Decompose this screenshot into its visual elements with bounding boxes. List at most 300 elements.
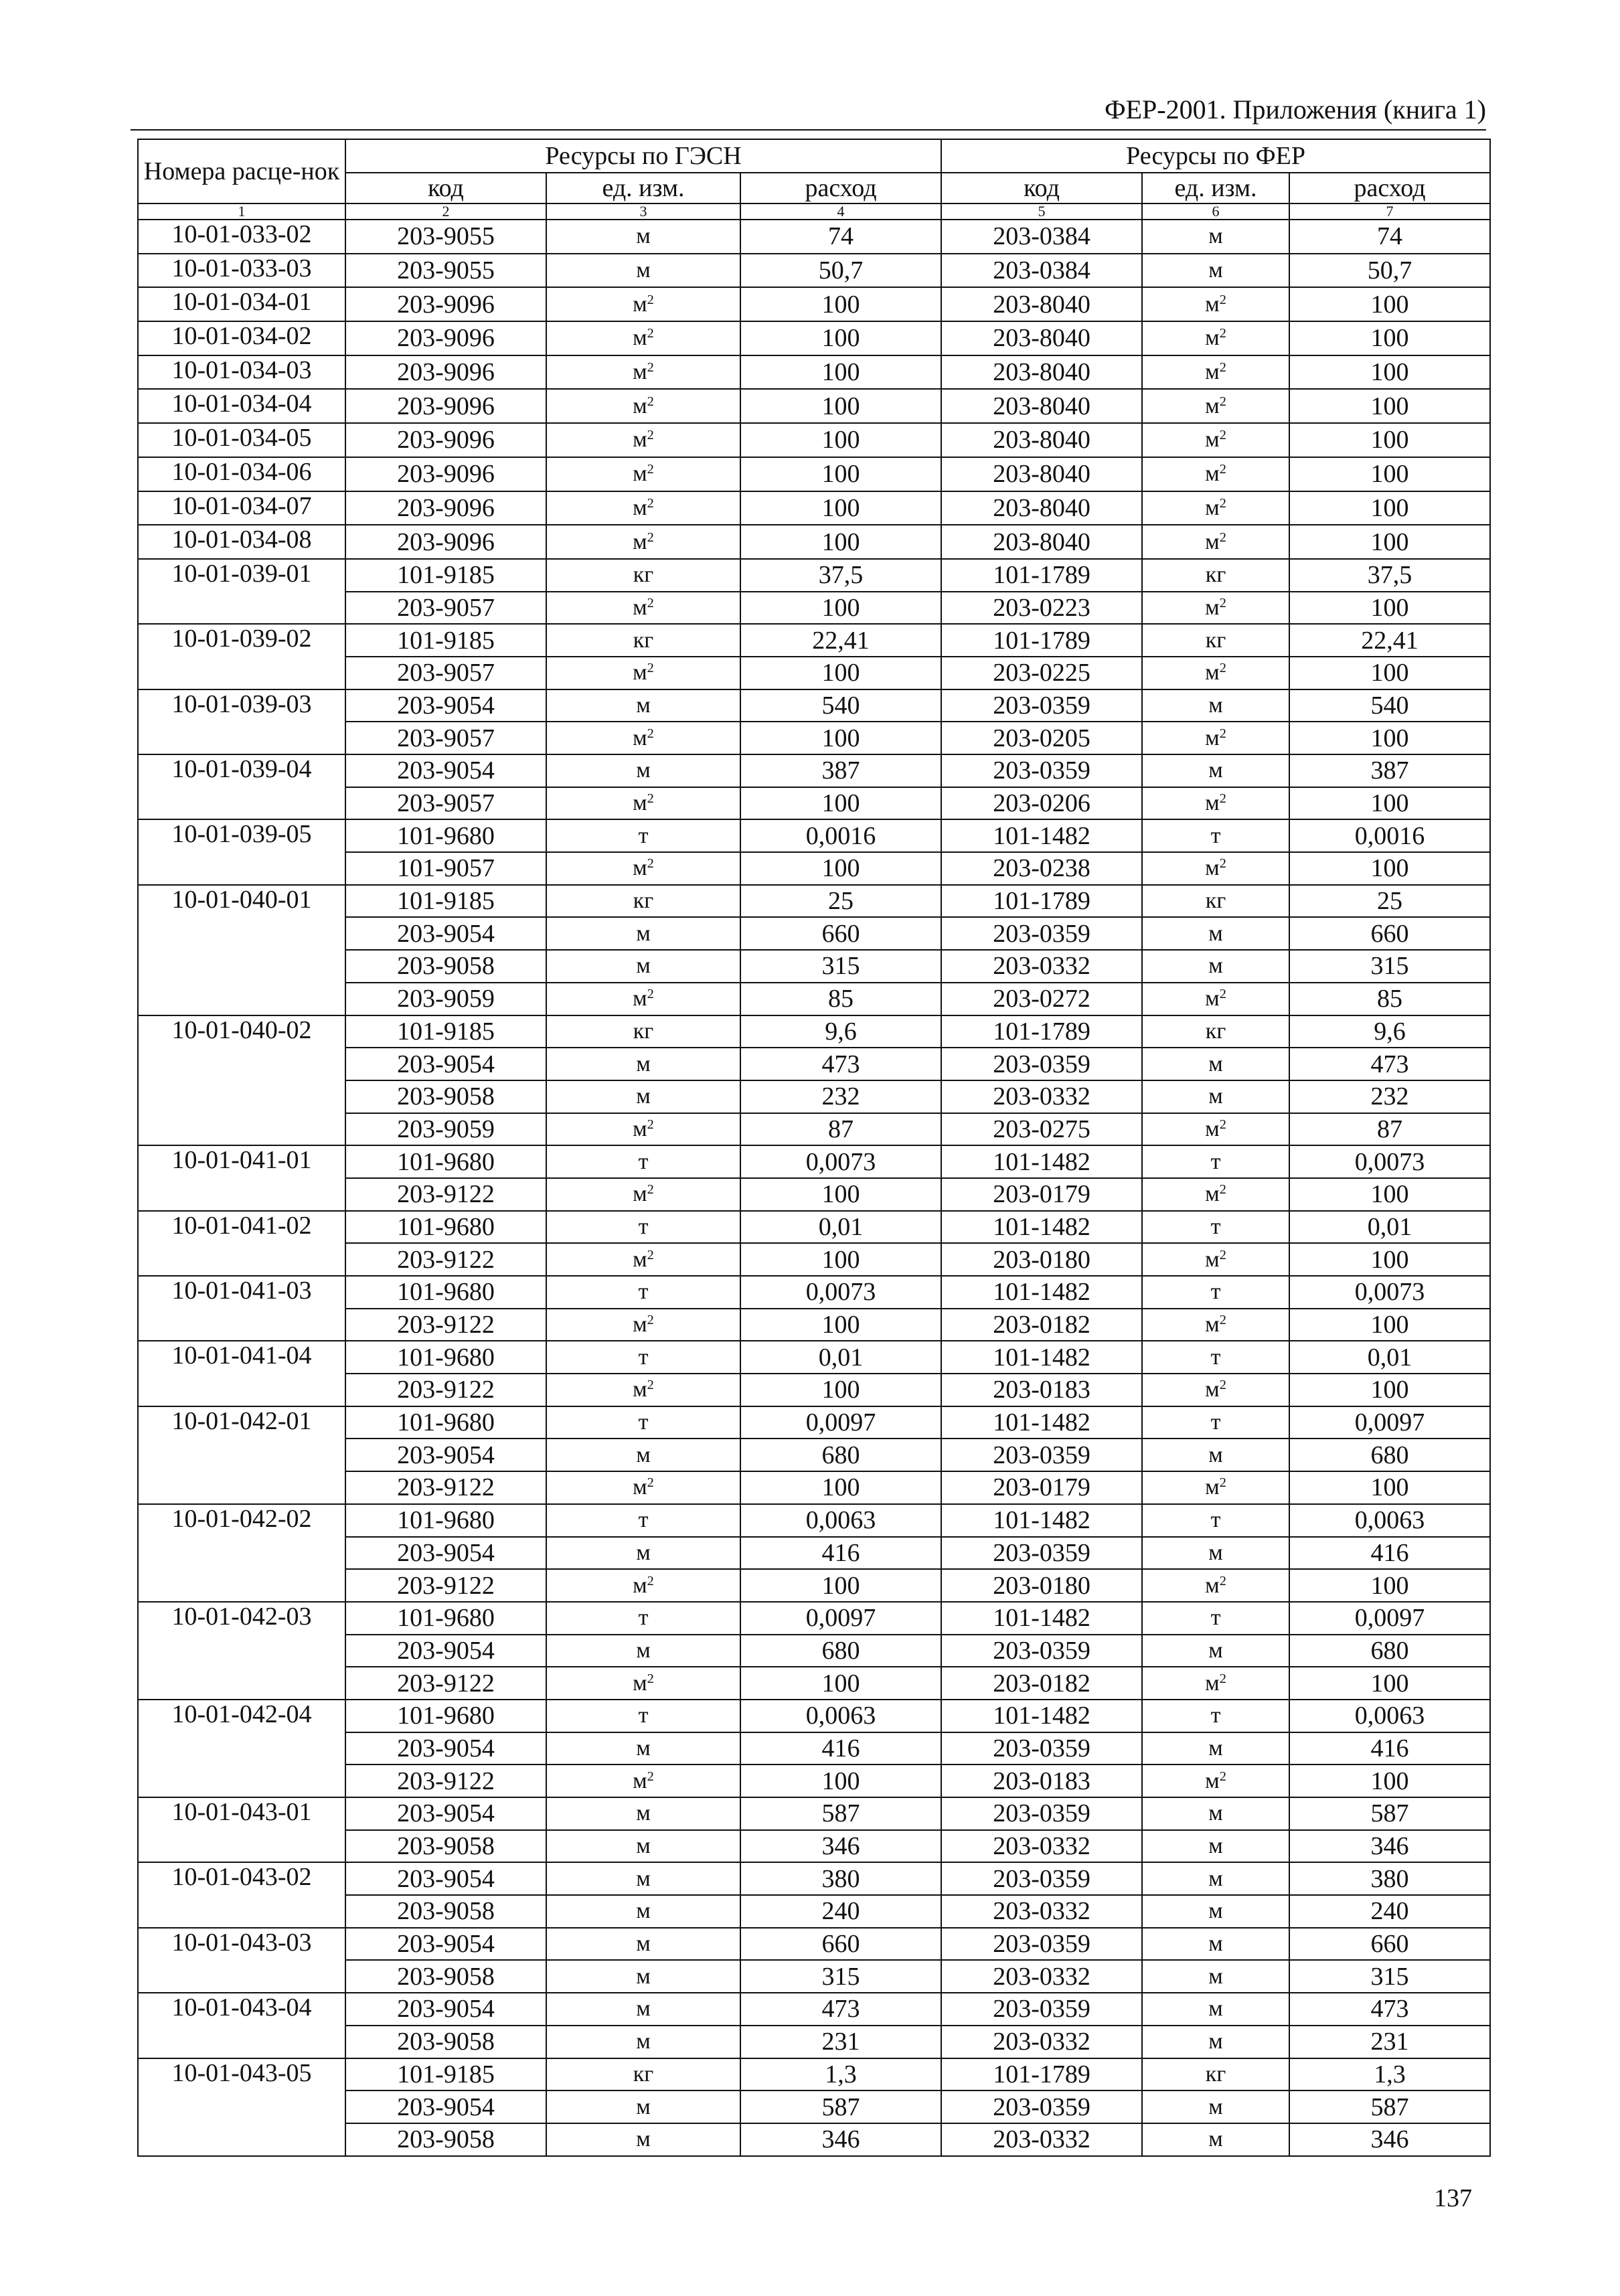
fer-unit-cell: кг [1142,624,1289,657]
gesn-unit-cell: $м^2$ [546,1667,740,1700]
fer-code-cell: 203-8040 [941,491,1142,525]
gesn-unit-cell: $м^2$ [546,1178,740,1211]
gesn-code-cell: 203-9059 [345,983,546,1015]
gesn-unit-cell: $м^2$ [546,355,740,390]
fer-code-cell: 203-0238 [941,852,1142,885]
gesn-unit-cell: $м^2$ [546,983,740,1015]
gesn-unit-cell: м [546,1895,740,1928]
gesn-unit-cell: кг [546,1015,740,1048]
gesn-unit-cell: $м^2$ [546,525,740,559]
column-number: 2 [345,203,546,220]
rate-code-cell: 10-01-034-02 [138,321,345,355]
fer-unit-cell: $м^2$ [1142,525,1289,559]
table-row [138,1993,1490,2026]
fer-code-cell: 203-0359 [941,1928,1142,1961]
gesn-unit-cell: т [546,1211,740,1244]
gesn-unit-cell: м [546,220,740,254]
fer-amount-cell: 587 [1289,2090,1490,2123]
gesn-unit-cell: $м^2$ [546,787,740,820]
table-row [138,1602,1490,1635]
fer-unit-cell: м [1142,754,1289,787]
rate-code-cell: 10-01-043-03 [138,1928,345,1993]
sub-header-gesn-amount: расход [740,173,941,203]
fer-code-cell: 203-0359 [941,2090,1142,2123]
gesn-unit-cell: м [546,2123,740,2156]
gesn-amount-cell: 100 [740,722,941,754]
gesn-amount-cell: 0,0016 [740,819,941,852]
fer-amount-cell: 50,7 [1289,254,1490,288]
gesn-unit-cell: м [546,1537,740,1570]
gesn-code-cell: 203-9054 [345,689,546,722]
fer-unit-cell: $м^2$ [1142,287,1289,321]
resource-table [137,139,1491,2157]
gesn-code-cell: 203-9096 [345,389,546,423]
gesn-amount-cell: 100 [740,389,941,423]
table-row [138,423,1490,457]
rate-code-cell: 10-01-043-05 [138,2058,345,2156]
gesn-code-cell: 203-9096 [345,423,546,457]
rate-code-cell: 10-01-043-01 [138,1797,345,1862]
fer-code-cell: 101-1789 [941,2058,1142,2091]
gesn-amount-cell: 416 [740,1537,941,1570]
fer-amount-cell: 473 [1289,1993,1490,2026]
fer-amount-cell: 100 [1289,389,1490,423]
fer-code-cell: 101-1482 [941,1276,1142,1309]
gesn-unit-cell: $м^2$ [546,1113,740,1146]
fer-unit-cell: м [1142,1048,1289,1080]
table-row [138,1700,1490,1732]
gesn-code-cell: 101-9185 [345,1015,546,1048]
gesn-code-cell: 203-9057 [345,592,546,625]
gesn-unit-cell: т [546,1276,740,1309]
gesn-code-cell: 203-9054 [345,1797,546,1830]
fer-code-cell: 203-8040 [941,287,1142,321]
gesn-code-cell: 203-9058 [345,1895,546,1928]
fer-amount-cell: 100 [1289,722,1490,754]
fer-unit-cell: кг [1142,1015,1289,1048]
fer-code-cell: 101-1482 [941,1700,1142,1732]
rate-code-cell: 10-01-039-04 [138,754,345,819]
fer-unit-cell: т [1142,1504,1289,1537]
fer-code-cell: 203-0359 [941,1862,1142,1895]
fer-amount-cell: 231 [1289,2026,1490,2058]
gesn-unit-cell: м [546,1830,740,1863]
column-number: 5 [941,203,1142,220]
gesn-amount-cell: 50,7 [740,254,941,288]
gesn-unit-cell: т [546,1341,740,1374]
table-row [138,389,1490,423]
fer-code-cell: 203-0179 [941,1471,1142,1504]
table-row [138,624,1490,657]
fer-code-cell: 203-0384 [941,254,1142,288]
gesn-amount-cell: 100 [740,657,941,689]
fer-unit-cell: $м^2$ [1142,491,1289,525]
fer-amount-cell: 100 [1289,1243,1490,1276]
fer-unit-cell: $м^2$ [1142,355,1289,390]
fer-amount-cell: 100 [1289,423,1490,457]
gesn-unit-cell: т [546,1602,740,1635]
fer-code-cell: 203-8040 [941,321,1142,355]
rate-code-cell: 10-01-039-05 [138,819,345,884]
gesn-unit-cell: м [546,1928,740,1961]
rate-code-cell: 10-01-041-04 [138,1341,345,1406]
gesn-unit-cell: м [546,689,740,722]
running-title: ФЕР-2001. Приложения (книга 1) [1105,94,1486,125]
fer-code-cell: 203-0272 [941,983,1142,1015]
gesn-code-cell: 101-9680 [345,819,546,852]
fer-code-cell: 101-1789 [941,885,1142,918]
fer-amount-cell: 100 [1289,1374,1490,1406]
gesn-amount-cell: 100 [740,491,941,525]
gesn-code-cell: 203-9054 [345,2090,546,2123]
gesn-code-cell: 203-9122 [345,1569,546,1602]
fer-unit-cell: $м^2$ [1142,389,1289,423]
fer-code-cell: 203-0332 [941,950,1142,983]
gesn-amount-cell: 100 [740,457,941,491]
gesn-amount-cell: 25 [740,885,941,918]
rate-code-cell: 10-01-034-04 [138,389,345,423]
gesn-code-cell: 203-9122 [345,1178,546,1211]
fer-code-cell: 203-0180 [941,1569,1142,1602]
gesn-code-cell: 203-9058 [345,1960,546,1993]
gesn-code-cell: 203-9058 [345,1830,546,1863]
table-row [138,1341,1490,1374]
gesn-amount-cell: 231 [740,2026,941,2058]
gesn-code-cell: 203-9057 [345,657,546,689]
fer-unit-cell: $м^2$ [1142,983,1289,1015]
fer-amount-cell: 100 [1289,1178,1490,1211]
gesn-code-cell: 203-9054 [345,1732,546,1765]
gesn-unit-cell: м [546,1732,740,1765]
gesn-unit-cell: кг [546,559,740,592]
table-row [138,754,1490,787]
fer-code-cell: 203-0225 [941,657,1142,689]
page-number: 137 [1434,2184,1472,2212]
fer-unit-cell: $м^2$ [1142,1309,1289,1341]
header-rule [131,129,1486,131]
fer-amount-cell: 380 [1289,1862,1490,1895]
gesn-amount-cell: 387 [740,754,941,787]
rate-code-cell: 10-01-034-01 [138,287,345,321]
fer-code-cell: 203-0205 [941,722,1142,754]
fer-unit-cell: $м^2$ [1142,852,1289,885]
gesn-code-cell: 203-9054 [345,754,546,787]
gesn-unit-cell: $м^2$ [546,657,740,689]
fer-unit-cell: т [1142,1700,1289,1732]
fer-amount-cell: 680 [1289,1439,1490,1471]
fer-code-cell: 203-0275 [941,1113,1142,1146]
fer-unit-cell: т [1142,1145,1289,1178]
gesn-code-cell: 101-9680 [345,1145,546,1178]
gesn-code-cell: 203-9122 [345,1471,546,1504]
fer-amount-cell: 680 [1289,1635,1490,1667]
gesn-code-cell: 101-9185 [345,559,546,592]
gesn-code-cell: 203-9096 [345,525,546,559]
gesn-code-cell: 203-9054 [345,1537,546,1570]
fer-amount-cell: 0,0073 [1289,1276,1490,1309]
gesn-unit-cell: кг [546,624,740,657]
table-row [138,1211,1490,1244]
column-number: 4 [740,203,941,220]
rate-code-cell: 10-01-042-03 [138,1602,345,1700]
table-row [138,689,1490,722]
gesn-code-cell: 203-9055 [345,220,546,254]
gesn-code-cell: 101-9185 [345,624,546,657]
table-row [138,1862,1490,1895]
gesn-amount-cell: 240 [740,1895,941,1928]
gesn-code-cell: 203-9122 [345,1765,546,1797]
gesn-amount-cell: 587 [740,1797,941,1830]
table-row [138,1928,1490,1961]
fer-unit-cell: $м^2$ [1142,321,1289,355]
sub-header-fer-unit: ед. изм. [1142,173,1289,203]
gesn-code-cell: 203-9054 [345,1635,546,1667]
gesn-amount-cell: 100 [740,355,941,390]
rate-code-cell: 10-01-034-03 [138,355,345,390]
gesn-code-cell: 101-9680 [345,1700,546,1732]
gesn-amount-cell: 100 [740,423,941,457]
fer-amount-cell: 100 [1289,852,1490,885]
fer-amount-cell: 473 [1289,1048,1490,1080]
gesn-amount-cell: 100 [740,1309,941,1341]
gesn-unit-cell: $м^2$ [546,1765,740,1797]
gesn-amount-cell: 100 [740,1374,941,1406]
rate-code-cell: 10-01-034-06 [138,457,345,491]
rate-code-cell: 10-01-033-03 [138,254,345,288]
table-row [138,1406,1490,1439]
fer-unit-cell: $м^2$ [1142,1569,1289,1602]
fer-unit-cell: м [1142,950,1289,983]
gesn-code-cell: 203-9054 [345,1048,546,1080]
fer-code-cell: 101-1789 [941,1015,1142,1048]
fer-unit-cell: м [1142,917,1289,950]
fer-amount-cell: 232 [1289,1080,1490,1113]
table-row [138,1015,1490,1048]
fer-amount-cell: 100 [1289,457,1490,491]
fer-code-cell: 203-0359 [941,689,1142,722]
fer-amount-cell: 9,6 [1289,1015,1490,1048]
gesn-amount-cell: 0,0073 [740,1276,941,1309]
gesn-code-cell: 203-9054 [345,1993,546,2026]
gesn-unit-cell: м [546,1993,740,2026]
gesn-amount-cell: 85 [740,983,941,1015]
gesn-amount-cell: 587 [740,2090,941,2123]
rate-code-cell: 10-01-034-05 [138,423,345,457]
column-number: 1 [138,203,345,220]
fer-code-cell: 101-1482 [941,1504,1142,1537]
gesn-code-cell: 101-9680 [345,1211,546,1244]
rate-code-cell: 10-01-040-02 [138,1015,345,1146]
gesn-amount-cell: 0,01 [740,1211,941,1244]
gesn-amount-cell: 680 [740,1635,941,1667]
fer-code-cell: 203-8040 [941,389,1142,423]
fer-amount-cell: 387 [1289,754,1490,787]
rate-code-cell: 10-01-041-01 [138,1145,345,1210]
fer-code-cell: 203-0359 [941,1048,1142,1080]
table-row [138,287,1490,321]
fer-unit-cell: кг [1142,559,1289,592]
fer-amount-cell: 0,0063 [1289,1700,1490,1732]
fer-unit-cell: $м^2$ [1142,1178,1289,1211]
fer-unit-cell: м [1142,1080,1289,1113]
fer-amount-cell: 315 [1289,1960,1490,1993]
table-row [138,457,1490,491]
table-row [138,1797,1490,1830]
fer-unit-cell: $м^2$ [1142,722,1289,754]
fer-code-cell: 203-0332 [941,1960,1142,1993]
fer-amount-cell: 1,3 [1289,2058,1490,2091]
fer-amount-cell: 240 [1289,1895,1490,1928]
gesn-code-cell: 203-9054 [345,1439,546,1471]
rate-code-cell: 10-01-041-02 [138,1211,345,1276]
sub-header-fer-code: код [941,173,1142,203]
fer-code-cell: 203-0182 [941,1667,1142,1700]
fer-amount-cell: 74 [1289,220,1490,254]
gesn-amount-cell: 680 [740,1439,941,1471]
gesn-unit-cell: м [546,1797,740,1830]
fer-code-cell: 203-0206 [941,787,1142,820]
fer-unit-cell: м [1142,1537,1289,1570]
gesn-amount-cell: 100 [740,592,941,625]
rate-code-cell: 10-01-043-02 [138,1862,345,1927]
fer-amount-cell: 100 [1289,592,1490,625]
gesn-unit-cell: $м^2$ [546,592,740,625]
gesn-code-cell: 101-9680 [345,1406,546,1439]
fer-code-cell: 203-0359 [941,1439,1142,1471]
sub-header-gesn-code: код [345,173,546,203]
fer-unit-cell: м [1142,1928,1289,1961]
table-row [138,2058,1490,2091]
gesn-code-cell: 203-9122 [345,1667,546,1700]
gesn-amount-cell: 74 [740,220,941,254]
fer-unit-cell: $м^2$ [1142,657,1289,689]
table-row [138,885,1490,918]
fer-unit-cell: м [1142,1960,1289,1993]
fer-code-cell: 101-1482 [941,1602,1142,1635]
header-row-top [138,139,1490,173]
gesn-code-cell: 203-9122 [345,1243,546,1276]
fer-amount-cell: 0,0063 [1289,1504,1490,1537]
gesn-unit-cell: $м^2$ [546,287,740,321]
rate-code-cell: 10-01-034-08 [138,525,345,559]
table-row [138,355,1490,390]
rate-code-cell: 10-01-041-03 [138,1276,345,1341]
fer-code-cell: 101-1482 [941,1406,1142,1439]
fer-code-cell: 203-0332 [941,1830,1142,1863]
gesn-amount-cell: 315 [740,1960,941,1993]
gesn-amount-cell: 416 [740,1732,941,1765]
gesn-amount-cell: 0,0097 [740,1406,941,1439]
fer-amount-cell: 22,41 [1289,624,1490,657]
gesn-code-cell: 203-9122 [345,1309,546,1341]
fer-amount-cell: 315 [1289,950,1490,983]
gesn-amount-cell: 1,3 [740,2058,941,2091]
fer-unit-cell: м [1142,254,1289,288]
gesn-code-cell: 101-9680 [345,1602,546,1635]
fer-code-cell: 203-0359 [941,1635,1142,1667]
gesn-amount-cell: 100 [740,287,941,321]
fer-code-cell: 203-0223 [941,592,1142,625]
rate-code-cell: 10-01-042-02 [138,1504,345,1602]
fer-unit-cell: м [1142,1439,1289,1471]
table-row [138,321,1490,355]
rate-code-cell: 10-01-039-01 [138,559,345,624]
column-number: 3 [546,203,740,220]
gesn-code-cell: 203-9055 [345,254,546,288]
gesn-unit-cell: м [546,2090,740,2123]
fer-code-cell: 203-0183 [941,1374,1142,1406]
fer-amount-cell: 100 [1289,287,1490,321]
gesn-unit-cell: $м^2$ [546,722,740,754]
fer-code-cell: 203-0359 [941,1537,1142,1570]
gesn-amount-cell: 100 [740,1243,941,1276]
gesn-amount-cell: 346 [740,1830,941,1863]
gesn-unit-cell: $м^2$ [546,1374,740,1406]
fer-code-cell: 203-0332 [941,2026,1142,2058]
table-row [138,220,1490,254]
column-number: 6 [1142,203,1289,220]
gesn-unit-cell: м [546,1439,740,1471]
gesn-unit-cell: $м^2$ [546,389,740,423]
fer-unit-cell: т [1142,1276,1289,1309]
gesn-code-cell: 203-9096 [345,287,546,321]
table-row [138,491,1490,525]
gesn-amount-cell: 660 [740,917,941,950]
fer-amount-cell: 100 [1289,321,1490,355]
gesn-code-cell: 203-9058 [345,1080,546,1113]
fer-code-cell: 203-0179 [941,1178,1142,1211]
fer-unit-cell: м [1142,1862,1289,1895]
gesn-code-cell: 203-9054 [345,917,546,950]
gesn-amount-cell: 0,0063 [740,1504,941,1537]
fer-amount-cell: 346 [1289,2123,1490,2156]
gesn-unit-cell: кг [546,885,740,918]
group-header-gesn: Ресурсы по ГЭСН [345,139,941,173]
gesn-unit-cell: $м^2$ [546,457,740,491]
gesn-amount-cell: 22,41 [740,624,941,657]
gesn-unit-cell: т [546,1145,740,1178]
fer-code-cell: 203-0332 [941,2123,1142,2156]
gesn-amount-cell: 540 [740,689,941,722]
gesn-amount-cell: 100 [740,1667,941,1700]
gesn-unit-cell: м [546,2026,740,2058]
fer-code-cell: 203-0182 [941,1309,1142,1341]
gesn-amount-cell: 87 [740,1113,941,1146]
gesn-unit-cell: $м^2$ [546,321,740,355]
gesn-unit-cell: $м^2$ [546,423,740,457]
gesn-code-cell: 203-9058 [345,2026,546,2058]
fer-unit-cell: $м^2$ [1142,423,1289,457]
fer-unit-cell: т [1142,1406,1289,1439]
fer-amount-cell: 100 [1289,525,1490,559]
fer-unit-cell: м [1142,2026,1289,2058]
fer-code-cell: 203-0359 [941,1993,1142,2026]
rate-code-cell: 10-01-043-04 [138,1993,345,2058]
fer-amount-cell: 100 [1289,355,1490,390]
fer-amount-cell: 100 [1289,491,1490,525]
fer-unit-cell: $м^2$ [1142,592,1289,625]
group-header-fer: Ресурсы по ФЕР [941,139,1490,173]
fer-unit-cell: $м^2$ [1142,1765,1289,1797]
fer-unit-cell: кг [1142,2058,1289,2091]
rate-code-cell: 10-01-034-07 [138,491,345,525]
gesn-code-cell: 203-9096 [345,457,546,491]
gesn-code-cell: 203-9096 [345,491,546,525]
gesn-code-cell: 101-9185 [345,2058,546,2091]
fer-unit-cell: м [1142,1635,1289,1667]
gesn-unit-cell: $м^2$ [546,1569,740,1602]
gesn-amount-cell: 0,0073 [740,1145,941,1178]
